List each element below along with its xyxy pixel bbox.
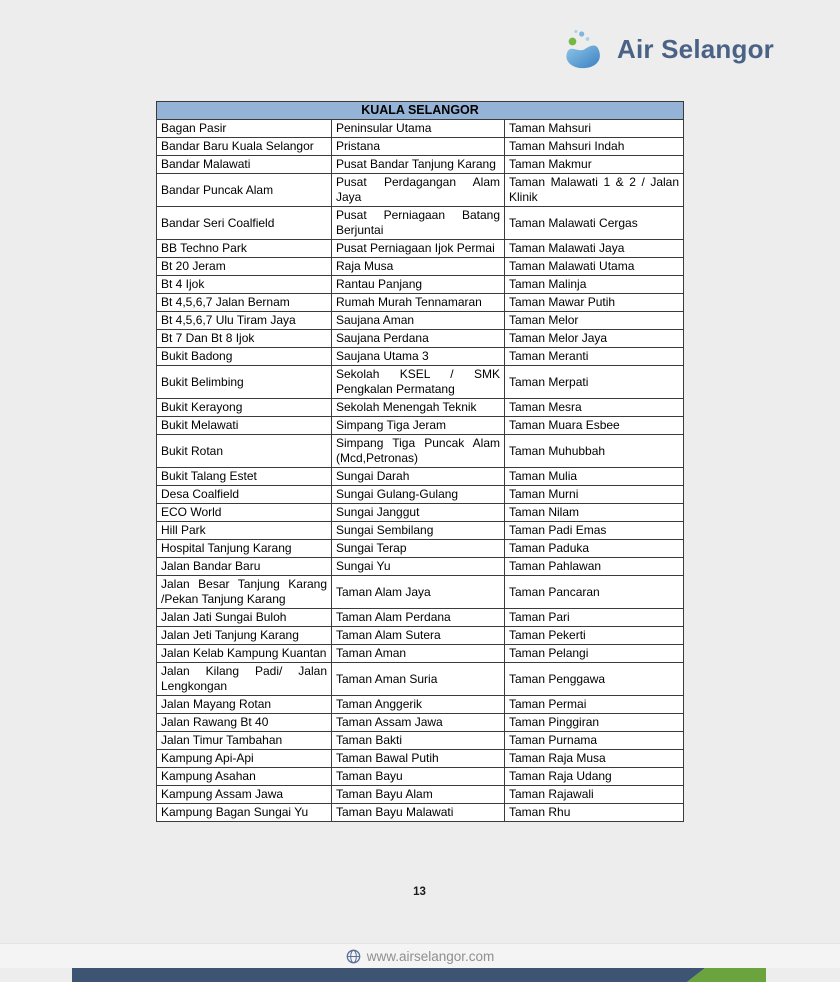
table-cell: Jalan Rawang Bt 40: [157, 714, 332, 732]
table-row: [157, 435, 684, 468]
table-row: [157, 468, 684, 486]
table-cell: Jalan Jeti Tanjung Karang: [157, 627, 332, 645]
table-row: [157, 714, 684, 732]
table-cell: Taman Merpati: [505, 366, 684, 399]
table-cell: Taman Alam Jaya: [332, 576, 505, 609]
area-table: [156, 101, 684, 822]
footer: [0, 943, 840, 968]
table-cell: Kampung Bagan Sungai Yu: [157, 804, 332, 822]
table-cell: Taman Paduka: [505, 540, 684, 558]
table-cell: Hill Park: [157, 522, 332, 540]
table-row: [157, 348, 684, 366]
table-cell: Taman Aman: [332, 645, 505, 663]
table-cell: Bt 4,5,6,7 Jalan Bernam: [157, 294, 332, 312]
table-row: [157, 240, 684, 258]
table-row: [157, 768, 684, 786]
table-cell: Bagan Pasir: [157, 120, 332, 138]
table-cell: Taman Nilam: [505, 504, 684, 522]
table-cell: Rumah Murah Tennamaran: [332, 294, 505, 312]
table-cell: Peninsular Utama: [332, 120, 505, 138]
table-row: [157, 522, 684, 540]
table-cell: Taman Permai: [505, 696, 684, 714]
table-row: [157, 366, 684, 399]
table-cell: Saujana Aman: [332, 312, 505, 330]
table-cell: Sekolah Menengah Teknik: [332, 399, 505, 417]
table-cell: Kampung Assam Jawa: [157, 786, 332, 804]
brand-name: Air Selangor: [617, 33, 774, 64]
table-cell: Taman Murni: [505, 486, 684, 504]
table-cell: Taman Bakti: [332, 732, 505, 750]
table-cell: Taman Raja Udang: [505, 768, 684, 786]
table-cell: Taman Pahlawan: [505, 558, 684, 576]
table-cell: Jalan Kilang Padi/ Jalan Lengkongan: [157, 663, 332, 696]
table-cell: Taman Mulia: [505, 468, 684, 486]
table-cell: Bt 20 Jeram: [157, 258, 332, 276]
table-cell: Taman Malawati Utama: [505, 258, 684, 276]
table-cell: Taman Melor Jaya: [505, 330, 684, 348]
table-row: [157, 732, 684, 750]
table-cell: Taman Makmur: [505, 156, 684, 174]
table-cell: BB Techno Park: [157, 240, 332, 258]
table-cell: Hospital Tanjung Karang: [157, 540, 332, 558]
air-selangor-logo: [560, 26, 774, 72]
table-cell: Simpang Tiga Puncak Alam (Mcd,Petronas): [332, 435, 505, 468]
table-cell: Taman Purnama: [505, 732, 684, 750]
table-cell: Rantau Panjang: [332, 276, 505, 294]
table-cell: Taman Mawar Putih: [505, 294, 684, 312]
table-row: [157, 276, 684, 294]
table-row: [157, 804, 684, 822]
table-cell: Taman Muhubbah: [505, 435, 684, 468]
table-cell: Taman Alam Sutera: [332, 627, 505, 645]
table-cell: Bandar Seri Coalfield: [157, 207, 332, 240]
table-row: [157, 750, 684, 768]
table-cell: Taman Padi Emas: [505, 522, 684, 540]
table-cell: Bt 7 Dan Bt 8 Ijok: [157, 330, 332, 348]
table-cell: Taman Meranti: [505, 348, 684, 366]
table-row: [157, 663, 684, 696]
table-cell: Taman Raja Musa: [505, 750, 684, 768]
table-row: [157, 330, 684, 348]
table-row: [157, 174, 684, 207]
table-row: [157, 156, 684, 174]
table-cell: Bukit Kerayong: [157, 399, 332, 417]
table-row: [157, 609, 684, 627]
table-cell: Sekolah KSEL / SMK Pengkalan Permatang: [332, 366, 505, 399]
table-cell: Taman Melor: [505, 312, 684, 330]
table-cell: Taman Malawati Cergas: [505, 207, 684, 240]
table-cell: Sungai Darah: [332, 468, 505, 486]
table-cell: Sungai Yu: [332, 558, 505, 576]
table-cell: Taman Pari: [505, 609, 684, 627]
table-cell: Bukit Badong: [157, 348, 332, 366]
table-cell: Taman Pelangi: [505, 645, 684, 663]
table-row: [157, 258, 684, 276]
table-cell: Taman Penggawa: [505, 663, 684, 696]
table-cell: Taman Malinja: [505, 276, 684, 294]
table-cell: ECO World: [157, 504, 332, 522]
table-cell: Pristana: [332, 138, 505, 156]
table-row: [157, 486, 684, 504]
table-cell: Bukit Rotan: [157, 435, 332, 468]
table-cell: Jalan Besar Tanjung Karang /Pekan Tanjung Karang: [157, 576, 332, 609]
table-row: [157, 138, 684, 156]
table-cell: Taman Muara Esbee: [505, 417, 684, 435]
table-cell: Taman Bawal Putih: [332, 750, 505, 768]
table-row: [157, 558, 684, 576]
table-cell: Jalan Mayang Rotan: [157, 696, 332, 714]
table-cell: Bandar Puncak Alam: [157, 174, 332, 207]
table-cell: Taman Mahsuri Indah: [505, 138, 684, 156]
table-cell: Sungai Terap: [332, 540, 505, 558]
table-cell: Taman Bayu: [332, 768, 505, 786]
table-cell: Pusat Perdagangan Alam Jaya: [332, 174, 505, 207]
globe-icon: [346, 949, 361, 964]
table-cell: Bandar Malawati: [157, 156, 332, 174]
table-row: [157, 417, 684, 435]
table-cell: Taman Rajawali: [505, 786, 684, 804]
table-cell: Taman Anggerik: [332, 696, 505, 714]
table-cell: Jalan Jati Sungai Buloh: [157, 609, 332, 627]
table-cell: Saujana Perdana: [332, 330, 505, 348]
table-cell: Raja Musa: [332, 258, 505, 276]
table-row: [157, 645, 684, 663]
table-cell: Jalan Timur Tambahan: [157, 732, 332, 750]
table-cell: Saujana Utama 3: [332, 348, 505, 366]
table-cell: Taman Alam Perdana: [332, 609, 505, 627]
table-row: [157, 696, 684, 714]
table-body: [157, 120, 684, 822]
table-cell: Taman Pancaran: [505, 576, 684, 609]
table-row: [157, 312, 684, 330]
table-cell: Bukit Melawati: [157, 417, 332, 435]
table-row: [157, 504, 684, 522]
table-cell: Kampung Api-Api: [157, 750, 332, 768]
table-cell: Bukit Belimbing: [157, 366, 332, 399]
table-cell: Bt 4,5,6,7 Ulu Tiram Jaya: [157, 312, 332, 330]
table-cell: Pusat Bandar Tanjung Karang: [332, 156, 505, 174]
table-cell: Taman Malawati 1 & 2 / Jalan Klinik: [505, 174, 684, 207]
table-cell: Taman Mesra: [505, 399, 684, 417]
table-cell: Taman Pekerti: [505, 627, 684, 645]
table-row: [157, 576, 684, 609]
table-cell: Bukit Talang Estet: [157, 468, 332, 486]
table-row: [157, 399, 684, 417]
table-row: [157, 540, 684, 558]
table-cell: Taman Aman Suria: [332, 663, 505, 696]
table-cell: Taman Pinggiran: [505, 714, 684, 732]
footer-bar-blue: [72, 968, 705, 982]
table-cell: Sungai Janggut: [332, 504, 505, 522]
table-cell: Taman Malawati Jaya: [505, 240, 684, 258]
table-row: [157, 120, 684, 138]
table-cell: Taman Rhu: [505, 804, 684, 822]
table-cell: Bt 4 Ijok: [157, 276, 332, 294]
table-cell: Jalan Kelab Kampung Kuantan: [157, 645, 332, 663]
table-cell: Taman Bayu Alam: [332, 786, 505, 804]
table-header-row: [157, 102, 684, 120]
table-row: [157, 786, 684, 804]
table-cell: Pusat Perniagaan Ijok Permai: [332, 240, 505, 258]
table-cell: Pusat Perniagaan Batang Berjuntai: [332, 207, 505, 240]
water-splash-icon: [560, 26, 610, 72]
table-title: KUALA SELANGOR: [157, 102, 684, 120]
table-cell: Sungai Sembilang: [332, 522, 505, 540]
table-cell: Taman Bayu Malawati: [332, 804, 505, 822]
page-number: 13: [413, 886, 426, 898]
table-cell: Jalan Bandar Baru: [157, 558, 332, 576]
table-cell: Bandar Baru Kuala Selangor: [157, 138, 332, 156]
table-row: [157, 627, 684, 645]
table-row: [157, 207, 684, 240]
website-link[interactable]: www.airselangor.com: [366, 948, 495, 964]
table-row: [157, 294, 684, 312]
table-cell: Desa Coalfield: [157, 486, 332, 504]
table-cell: Simpang Tiga Jeram: [332, 417, 505, 435]
table-cell: Taman Assam Jawa: [332, 714, 505, 732]
table-cell: Kampung Asahan: [157, 768, 332, 786]
table-cell: Taman Mahsuri: [505, 120, 684, 138]
table-cell: Sungai Gulang-Gulang: [332, 486, 505, 504]
